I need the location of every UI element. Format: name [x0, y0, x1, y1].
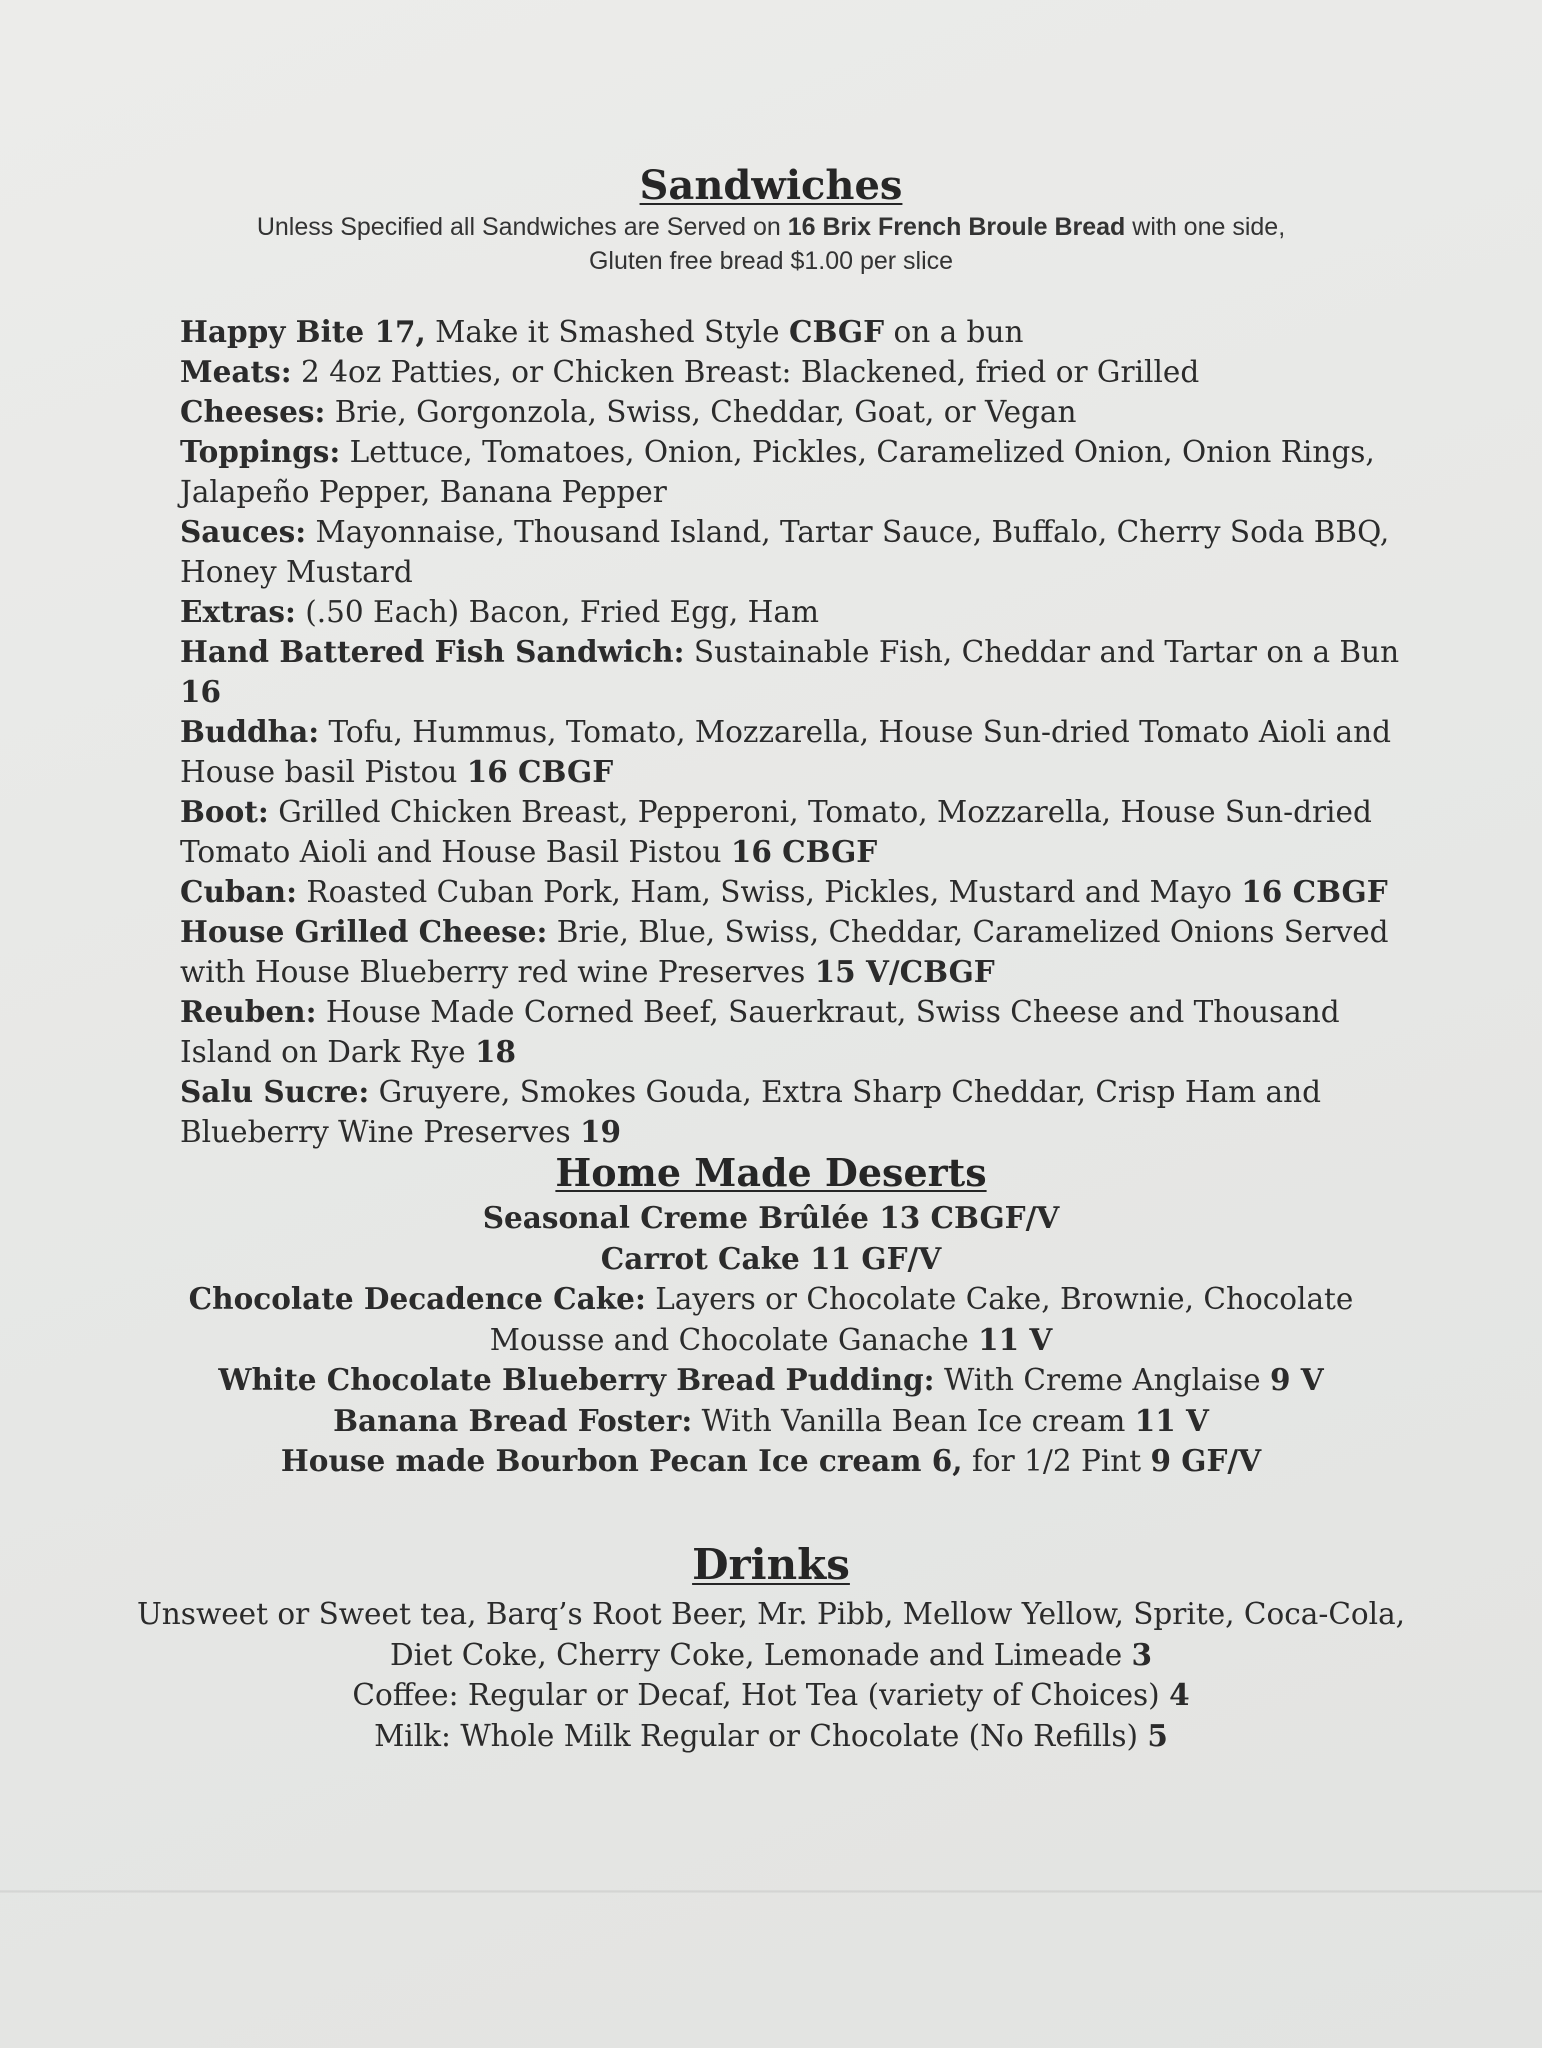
note-text: with one side,: [1125, 213, 1286, 241]
item-description: Coffee: Regular or Decaf, Hot Tea (variety of Choices): [352, 1678, 1170, 1712]
item-label: Reuben:: [180, 994, 317, 1029]
item-description: Mayonnaise, Thousand Island, Tartar Sauce, Buffalo, Cherry Soda BBQ, Honey Mustard: [180, 515, 1390, 589]
list-item: [0, 1198, 1542, 1239]
item-label: Carrot Cake 11 GF/V: [600, 1240, 942, 1276]
item-label: Boot:: [180, 794, 269, 829]
item-price: CBGF: [788, 314, 885, 349]
item-description: Tofu, Hummus, Tomato, Mozzarella, House Sun-dried Tomato Aioli and House basil Pistou: [180, 715, 1392, 789]
item-description: With Vanilla Bean Ice cream: [692, 1403, 1135, 1438]
item-label: Happy Bite 17,: [180, 314, 426, 349]
list-item: [180, 312, 1410, 352]
item-label: Sauces:: [180, 514, 307, 549]
item-label: Extras:: [180, 594, 296, 629]
item-label: Hand Battered Fish Sandwich:: [180, 634, 685, 669]
item-description: Brie, Gorgonzola, Swiss, Cheddar, Goat, or Vegan: [325, 395, 1077, 429]
list-item: [0, 1635, 1542, 1676]
bread-name: 16 Brix French Broule Bread: [787, 213, 1126, 241]
list-item: [180, 1072, 1410, 1152]
item-description: Sustainable Fish, Cheddar and Tartar on a Bun: [684, 635, 1400, 669]
item-label: Meats:: [180, 354, 292, 389]
sandwiches-heading: Sandwiches: [639, 162, 903, 209]
list-item: [180, 792, 1410, 872]
paper-fold-line: [0, 1890, 1542, 1893]
item-description: Brie, Blue, Swiss, Cheddar, Caramelized Onions Served with House Blueberry red wine Preserves: [180, 915, 1389, 989]
item-description: Lettuce, Tomatoes, Onion, Pickles, Caramelized Onion, Onion Rings, Jalapeño Pepper, Banana Pepper: [180, 435, 1375, 509]
sandwich-list: [180, 312, 1410, 1152]
item-label: House made Bourbon Pecan Ice cream 6,: [280, 1443, 963, 1478]
item-description: Make it Smashed Style: [425, 315, 789, 349]
item-description: Layers or Chocolate Cake, Brownie, Chocolate Mousse and Chocolate Ganache: [489, 1282, 1354, 1357]
list-item: [180, 712, 1410, 792]
item-description: With Creme Anglaise: [934, 1363, 1270, 1397]
sandwiches-note-line1: [0, 210, 1542, 244]
list-item: [180, 352, 1410, 392]
item-label: Chocolate Decadence Cake:: [188, 1281, 646, 1316]
list-item: [180, 992, 1410, 1072]
list-item: [180, 392, 1410, 432]
item-label: Cuban:: [180, 874, 298, 909]
list-item: [0, 1441, 1542, 1482]
item-description: Gruyere, Smokes Gouda, Extra Sharp Cheddar, Crisp Ham and Blueberry Wine Preserves: [180, 1075, 1321, 1149]
item-price: 19: [579, 1114, 622, 1149]
item-description: on a bun: [884, 315, 1024, 349]
item-label: Cheeses:: [180, 394, 326, 429]
list-item: [0, 1360, 1542, 1401]
item-price: 15 V/CBGF: [814, 954, 995, 989]
list-item: [180, 632, 1410, 712]
dessert-list: [0, 1198, 1542, 1482]
list-item: [0, 1239, 1542, 1280]
item-wrap: [151, 1279, 1391, 1360]
item-description: for 1/2 Pint: [962, 1444, 1151, 1478]
item-price: 16: [180, 674, 222, 709]
note-text: Unless Specified all Sandwiches are Served on: [256, 213, 788, 241]
item-label: Salu Sucre:: [180, 1074, 370, 1109]
item-label: Seasonal Creme Brûlée 13 CBGF/V: [482, 1200, 1060, 1235]
list-item: [180, 872, 1410, 912]
item-description: Grilled Chicken Breast, Pepperoni, Tomato, Mozzarella, House Sun-dried Tomato Aioli and House Basil Pistou: [180, 795, 1372, 869]
item-price: 5: [1147, 1717, 1168, 1753]
item-label: White Chocolate Blueberry Bread Pudding:: [218, 1362, 935, 1397]
item-description: (.50 Each) Bacon, Fried Egg, Ham: [295, 595, 819, 629]
list-item: [0, 1594, 1542, 1635]
item-description: Milk: Whole Milk Regular or Chocolate (No Refills): [374, 1718, 1148, 1753]
list-item: [180, 592, 1410, 632]
item-label: Buddha:: [180, 714, 320, 749]
item-label: House Grilled Cheese:: [180, 914, 548, 949]
drinks-heading: Drinks: [692, 1540, 850, 1589]
item-label: Toppings:: [180, 434, 341, 469]
item-price: 16 CBGF: [1241, 874, 1388, 909]
list-item: [180, 512, 1410, 592]
item-price: 11 V: [1134, 1402, 1209, 1438]
item-description: 2 4oz Patties, or Chicken Breast: Blackened, fried or Grilled: [291, 355, 1200, 389]
list-item: [0, 1279, 1542, 1360]
item-description: Unsweet or Sweet tea, Barq’s Root Beer, Mr. Pibb, Mellow Yellow, Sprite, Coca-Cola,: [136, 1597, 1406, 1631]
list-item: [0, 1716, 1542, 1757]
desserts-heading: Home Made Deserts: [555, 1150, 987, 1195]
list-item: [180, 912, 1410, 992]
drinks-list: [0, 1594, 1542, 1756]
item-description: Diet Coke, Cherry Coke, Lemonade and Limeade: [389, 1637, 1132, 1672]
sandwiches-note-line2: Gluten free bread $1.00 per slice: [588, 247, 954, 275]
item-price: 16 CBGF: [730, 834, 878, 869]
item-price: 4: [1169, 1677, 1190, 1712]
item-description: Roasted Cuban Pork, Ham, Swiss, Pickles, Mustard and Mayo: [297, 875, 1242, 909]
item-description: House Made Corned Beef, Sauerkraut, Swiss Cheese and Thousand Island on Dark Rye: [180, 995, 1340, 1069]
item-price: 9 V: [1269, 1362, 1324, 1397]
list-item: [0, 1675, 1542, 1716]
item-price: 11 V: [978, 1321, 1053, 1357]
item-price: 18: [475, 1034, 517, 1069]
item-label: Banana Bread Foster:: [333, 1402, 693, 1438]
list-item: [180, 432, 1410, 512]
item-price: 3: [1131, 1636, 1153, 1672]
item-price: 16 CBGF: [466, 754, 614, 789]
item-price: 9 GF/V: [1150, 1443, 1262, 1478]
sandwiches-note: [0, 210, 1542, 278]
list-item: [0, 1401, 1542, 1442]
